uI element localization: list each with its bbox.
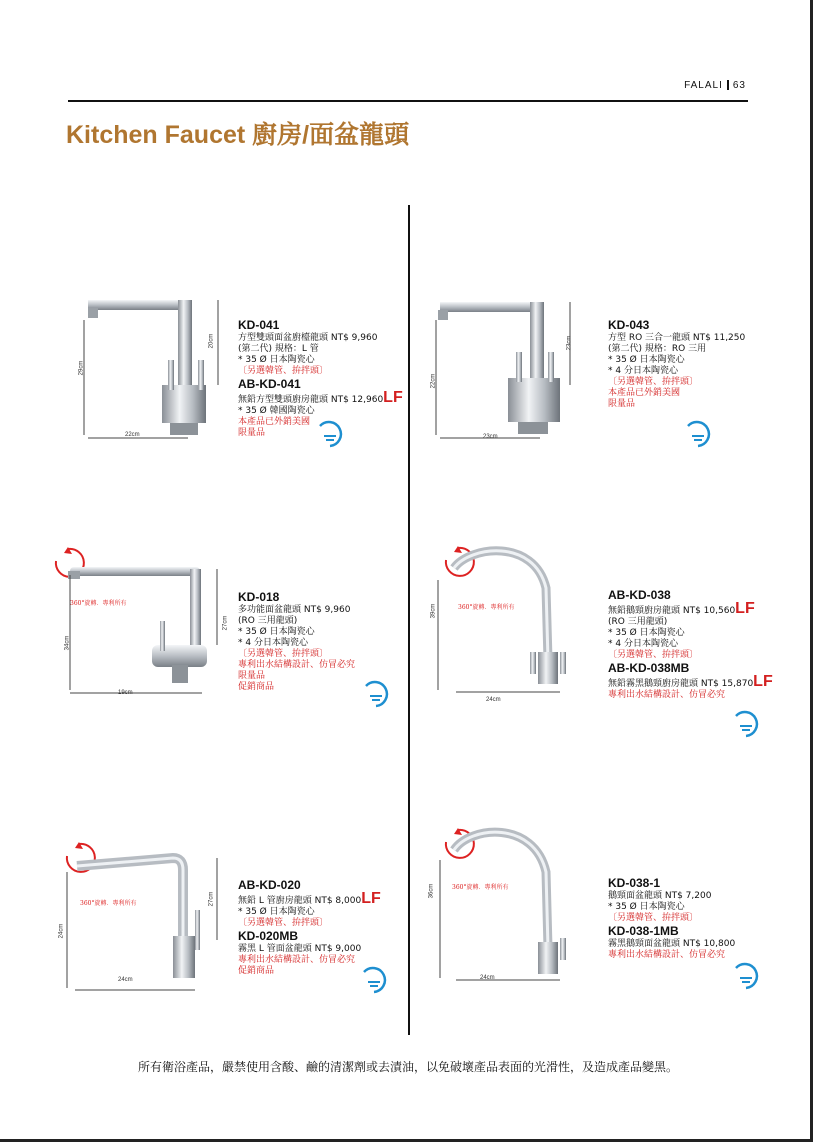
product-line-text: 霧黑 L 管面盆龍頭 NT$ 9,000 [238,944,362,954]
dim-width-3: 24cm [486,697,501,703]
faucet-photo-kd043 [430,290,580,445]
product-line [608,650,773,661]
dim-width-5: 24cm [480,975,495,981]
product-line [608,939,735,950]
dim-height-5: 36cm [428,883,435,899]
dim-height-1: 22cm [430,373,437,389]
product-code [238,878,381,893]
rotation-label-2: 360°旋轉．專利所有 [70,600,127,607]
product-line-text: AB-KD-020 [238,878,301,892]
product-line [608,913,735,924]
product-line-text: * 35 Ø 日本陶瓷心 [608,628,685,638]
product-line-text: 限量品 [608,399,636,409]
product-line-text: * 4 分日本陶瓷心 [608,639,678,649]
product-line-text: 方型 RO 三合一龍頭 NT$ 11,250 [608,333,746,343]
product-code [238,929,381,944]
product-line-text: 〔另選韓管、拚拌頭〕 [238,366,329,376]
product-line [238,955,381,966]
product-code [608,924,735,939]
product-line-text: 〔另選韓管、拚拌頭〕 [608,377,699,387]
rotation-label-5: 360°旋轉．專利所有 [452,884,509,891]
dim-spout-2: 27cm [222,615,229,631]
dim-height-3: 39cm [430,603,437,619]
product-line-text: KD-041 [238,318,280,332]
product-line-text: 促銷商品 [238,966,275,976]
product-line [608,377,745,388]
product-line-text: * 4 分日本陶瓷心 [608,366,678,376]
water-saving-icon [732,710,762,740]
product-line [238,366,403,377]
water-saving-icon [316,420,346,450]
header-divider [727,80,729,90]
product-line-text: 專利出水結構設計、仿冒必究 [608,950,726,960]
product-line [238,671,355,682]
product-line-text: * 35 Ø 日本陶瓷心 [608,902,685,912]
product-line-text: 鵝頸面盆龍頭 NT$ 7,200 [608,891,712,901]
page-number: 63 [732,80,746,91]
product-line-text: KD-038-1 [608,876,661,890]
product-line [608,366,745,377]
product-line [238,616,355,627]
product-code [238,318,403,333]
dim-width-1: 23cm [483,434,498,440]
product-line-text: (第二代) 規格：L 管 [238,344,319,354]
product-line [608,902,735,913]
product-line [608,639,773,650]
water-saving-icon [732,962,762,992]
product-line [608,950,735,961]
product-line-text: (第二代) 規格：RO 三用 [608,344,707,354]
product-line [608,399,745,410]
product-line [608,344,745,355]
product-line [608,617,773,628]
product-line-text: 無鉛方型雙頭廚房龍頭 NT$ 12,960 [238,395,384,405]
product-line [608,333,745,344]
product-block-2 [238,590,355,693]
product-line-text: 〔另選韓管、拚拌頭〕 [238,649,329,659]
product-line [608,891,735,902]
product-line [238,355,403,366]
lead-free-badge: LF [735,600,755,617]
dim-height-2: 34cm [64,635,71,651]
water-saving-icon [360,966,390,996]
product-line [238,918,381,929]
product-code [238,377,403,392]
product-line-text: * 35 Ø 日本陶瓷心 [238,627,315,637]
brand-name: FALALI [684,80,723,91]
product-line-text: (RO 三用龍頭) [608,617,668,627]
product-line [238,638,355,649]
product-block-4 [238,878,381,977]
product-block-5 [608,876,735,961]
product-line-text: 限量品 [238,671,266,681]
product-line [608,628,773,639]
water-saving-icon [362,680,392,710]
product-block-1 [608,318,745,410]
dim-width-2: 19cm [118,690,133,696]
product-line-text: 〔另選韓管、拚拌頭〕 [238,918,329,928]
product-line-text: 促銷商品 [238,682,275,692]
product-line [238,907,381,918]
product-code [608,876,735,891]
product-line-text: (RO 三用龍頭) [238,616,298,626]
product-line [238,627,355,638]
product-line-text: 無鉛霧黑鵝頸廚房龍頭 NT$ 15,870 [608,679,754,689]
dim-height-0: 29cm [78,360,85,376]
product-line [608,355,745,366]
dim-height-4: 24cm [58,923,65,939]
product-line-text: * 35 Ø 日本陶瓷心 [608,355,685,365]
header-brand [684,80,746,91]
product-line-text: AB-KD-041 [238,377,301,391]
dim-width-0: 22cm [125,432,140,438]
product-line [238,890,381,907]
lead-free-badge: LF [753,673,773,690]
faucet-photo-kd041 [78,290,228,445]
water-saving-icon [684,420,714,450]
product-line [238,344,403,355]
product-code [608,661,773,676]
page-title: Kitchen Faucet 廚房/面盆龍頭 [66,121,410,149]
product-line-text: 專利出水結構設計、仿冒必究 [238,660,356,670]
product-line-text: 無鉛鵝頸廚房龍頭 NT$ 10,560 [608,606,736,616]
dim-spout-1: 23cm [566,335,573,351]
dim-width-4: 24cm [118,977,133,983]
faucet-photo-abkd038 [430,540,590,705]
product-line [608,388,745,399]
product-line-text: * 35 Ø 日本陶瓷心 [238,907,315,917]
dim-spout-4: 27cm [208,891,215,907]
product-line-text: 〔另選韓管、拚拌頭〕 [608,913,699,923]
product-line-text: 限量品 [238,428,266,438]
product-line-text: * 4 分日本陶瓷心 [238,638,308,648]
product-line [238,406,403,417]
product-line-text: 方型雙頭面盆廚檯龍頭 NT$ 9,960 [238,333,378,343]
product-line-text: 無鉛 L 管廚房龍頭 NT$ 8,000 [238,896,362,906]
product-line [238,944,381,955]
product-line [238,682,355,693]
rotation-label-4: 360°旋轉．專利所有 [80,900,137,907]
product-code [238,590,355,605]
rotation-label-3: 360°旋轉．專利所有 [458,604,515,611]
product-line-text: 專利出水結構設計、仿冒必究 [238,955,356,965]
product-line [608,690,773,701]
product-line [608,673,773,690]
product-line-text: AB-KD-038 [608,588,671,602]
product-code [608,318,745,333]
product-line-text: * 35 Ø 日本陶瓷心 [238,355,315,365]
footer-note: 所有衛浴產品，嚴禁使用含酸、鹼的清潔劑或去漬油，以免破壞產品表面的光滑性，及造成產品變黑。 [137,1060,678,1074]
faucet-photo-kd0381 [430,820,590,990]
product-line [238,605,355,616]
product-line-text: 多功能面盆龍頭 NT$ 9,960 [238,605,351,615]
header-rule [68,100,748,102]
product-line [238,660,355,671]
lead-free-badge: LF [383,389,403,406]
faucet-photo-abkd020 [55,840,230,1000]
product-line-text: 霧黑鵝頸面盆龍頭 NT$ 10,800 [608,939,736,949]
product-line-text: AB-KD-038MB [608,661,690,675]
product-line [608,600,773,617]
faucet-photo-kd018 [42,545,227,700]
product-line [238,333,403,344]
product-line-text: KD-043 [608,318,650,332]
dim-spout-0: 20cm [208,333,215,349]
product-line-text: 本產品已外銷美國 [608,388,681,398]
column-divider [408,205,410,1035]
product-block-3 [608,588,773,701]
product-line-text: KD-020MB [238,929,299,943]
product-line-text: KD-038-1MB [608,924,679,938]
product-line-text: 本產品已外銷美國 [238,417,311,427]
product-line [238,389,403,406]
lead-free-badge: LF [361,890,381,907]
product-line-text: KD-018 [238,590,280,604]
product-line-text: 〔另選韓管、拚拌頭〕 [608,650,699,660]
product-line-text: 專利出水結構設計、仿冒必究 [608,690,726,700]
product-line-text: * 35 Ø 韓國陶瓷心 [238,406,315,416]
product-line [238,649,355,660]
